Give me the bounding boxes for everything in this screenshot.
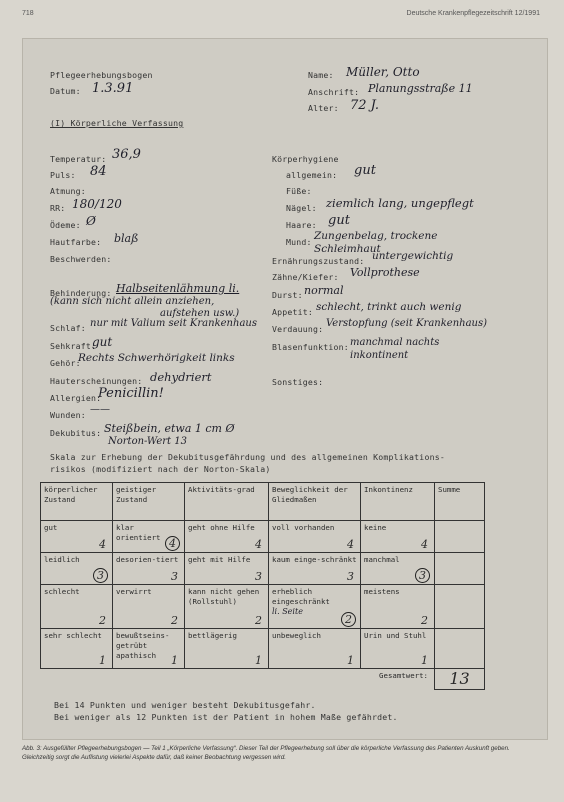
hauterscheinungen-label: Hauterscheinungen: bbox=[50, 376, 143, 386]
table-cell: unbeweglich 1 bbox=[269, 629, 361, 669]
gesamtwert-label: Gesamtwert: bbox=[41, 669, 435, 690]
scale-intro-2: risikos (modifiziert nach der Norton-Skala) bbox=[50, 464, 271, 474]
table-cell: gut 4 bbox=[41, 521, 113, 553]
naegel-label: Nägel: bbox=[286, 203, 317, 213]
col-header: Summe bbox=[435, 483, 485, 521]
verdauung-label: Verdauung: bbox=[272, 324, 324, 334]
table-cell: geht ohne Hilfe 4 bbox=[185, 521, 269, 553]
ernaehrungszustand-label: Ernährungszustand: bbox=[272, 256, 365, 266]
ernaehrungszustand-value: untergewichtig bbox=[372, 250, 454, 262]
table-cell: sehr schlecht 1 bbox=[41, 629, 113, 669]
allgemein-value: gut bbox=[354, 163, 376, 178]
atmung-label: Atmung: bbox=[50, 186, 86, 196]
durst-value: normal bbox=[304, 284, 344, 297]
blasenfunktion-value: manchmal nachts inkontinent bbox=[350, 337, 440, 361]
dekubitus-value: Steißbein, etwa 1 cm Ø bbox=[104, 422, 235, 435]
table-row bbox=[41, 629, 485, 669]
table-cell: bettlägerig 1 bbox=[185, 629, 269, 669]
name-value: Müller, Otto bbox=[346, 65, 420, 79]
table-row bbox=[41, 585, 485, 629]
sehkraft-label: Sehkraft: bbox=[50, 341, 97, 351]
datum-value: 1.3.91 bbox=[92, 81, 134, 96]
haare-value: gut bbox=[328, 213, 350, 228]
table-cell: keine 4 bbox=[361, 521, 435, 553]
behinderung-label: Behinderung: bbox=[50, 288, 112, 298]
table-cell: erheblich eingeschränkt li. Seite 2 bbox=[269, 585, 361, 629]
rr-label: RR: bbox=[50, 203, 66, 213]
alter-value: 72 J. bbox=[350, 98, 380, 113]
mund-label: Mund: bbox=[286, 237, 312, 247]
table-cell: verwirrt 2 bbox=[113, 585, 185, 629]
selected-score: 2 bbox=[341, 612, 356, 627]
allgemein-label: allgemein: bbox=[286, 170, 338, 180]
table-cell: kaum einge-schränkt 3 bbox=[269, 553, 361, 585]
scale-intro-1: Skala zur Erhebung der Dekubitusgefährdung und des allgemeinen Komplikations- bbox=[50, 452, 445, 462]
zaehne-value: Vollprothese bbox=[350, 266, 420, 279]
table-cell: voll vorhanden 4 bbox=[269, 521, 361, 553]
col-header: körperlicher Zustand bbox=[41, 483, 113, 521]
figure-caption: Abb. 3: Ausgefüllter Pflegeerhebungsbogen — Teil 1 „Körperliche Verfassung“. Dieser Teil der Pflegeerhebung soll über die körperliche Verfassung des Patienten Auskunft geben. Gleichzeitig sorgt die Auflistung vielerlei Aspekte dafür, daß keiner Beobachtung vergessen wird. bbox=[22, 745, 510, 761]
col-header: geistiger Zustand bbox=[113, 483, 185, 521]
behinderung-value: Halbseitenlähmung li. bbox=[116, 282, 240, 295]
section-title: (I) Körperliche Verfassung bbox=[50, 118, 184, 128]
table-cell: Urin und Stuhl 1 bbox=[361, 629, 435, 669]
durst-label: Durst: bbox=[272, 290, 303, 300]
blasenfunktion-label: Blasenfunktion: bbox=[272, 342, 349, 352]
norton-scale-table bbox=[40, 482, 485, 690]
anschrift-label: Anschrift: bbox=[308, 87, 360, 97]
gehoer-label: Gehör: bbox=[50, 358, 81, 368]
allergien-value: Penicillin! bbox=[98, 386, 164, 401]
puls-label: Puls: bbox=[50, 170, 76, 180]
hautfarbe-value: blaß bbox=[114, 232, 139, 245]
table-cell: geht mit Hilfe 3 bbox=[185, 553, 269, 585]
appetit-value: schlecht, trinkt auch wenig bbox=[316, 301, 462, 313]
footer-note-2: Bei weniger als 12 Punkten ist der Patient in hohem Maße gefährdet. bbox=[54, 712, 398, 722]
selected-score: 3 bbox=[415, 568, 430, 583]
footer-note-1: Bei 14 Punkten und weniger besteht Dekubitusgefahr. bbox=[54, 700, 316, 710]
li-seite-note: li. Seite bbox=[272, 607, 303, 616]
anschrift-value: Planungsstraße 11 bbox=[368, 82, 473, 95]
alter-label: Alter: bbox=[308, 103, 339, 113]
temperatur-label: Temperatur: bbox=[50, 154, 107, 164]
selected-score: 4 bbox=[165, 536, 180, 551]
selected-score: 3 bbox=[93, 568, 108, 583]
schlaf-label: Schlaf: bbox=[50, 323, 86, 333]
beschwerden-label: Beschwerden: bbox=[50, 254, 112, 264]
haare-label: Haare: bbox=[286, 220, 317, 230]
appetit-label: Appetit: bbox=[272, 307, 314, 317]
table-cell: leidlich 3 bbox=[41, 553, 113, 585]
col-header: Aktivitäts-grad bbox=[185, 483, 269, 521]
table-cell: meistens 2 bbox=[361, 585, 435, 629]
behinderung-value-2: (kann sich nicht allein anziehen, bbox=[50, 296, 215, 307]
allergien-label: Allergien: bbox=[50, 393, 102, 403]
gesamtwert-value: 13 bbox=[435, 669, 485, 690]
temperatur-value: 36,9 bbox=[112, 147, 141, 162]
schlaf-value: nur mit Valium seit Krankenhaus bbox=[90, 318, 257, 329]
gehoer-value: Rechts Schwerhörigkeit links bbox=[78, 352, 235, 364]
hautfarbe-label: Hautfarbe: bbox=[50, 237, 102, 247]
table-cell: klar orientiert 4 bbox=[113, 521, 185, 553]
table-cell: desorien-tiert 3 bbox=[113, 553, 185, 585]
col-header: Beweglichkeit der Gliedmaßen bbox=[269, 483, 361, 521]
gesamtwert-row bbox=[41, 669, 485, 690]
table-cell: schlecht 2 bbox=[41, 585, 113, 629]
hauterscheinungen-value: dehydriert bbox=[150, 370, 212, 384]
behinderung-value-3: aufstehen usw.) bbox=[160, 308, 240, 319]
sehkraft-value: gut bbox=[92, 335, 113, 349]
datum-label: Datum: bbox=[50, 86, 81, 96]
table-row bbox=[41, 553, 485, 585]
table-cell: manchmal 3 bbox=[361, 553, 435, 585]
form-title: Pflegeerhebungsbogen bbox=[50, 70, 153, 80]
summe-cell bbox=[435, 629, 485, 669]
table-cell: kann nicht gehen (Rollstuhl) 2 bbox=[185, 585, 269, 629]
table-header-row bbox=[41, 483, 485, 521]
wunden-value: —— bbox=[90, 404, 110, 415]
norton-wert-note: Norton-Wert 13 bbox=[108, 436, 187, 447]
table-row bbox=[41, 521, 485, 553]
verdauung-value: Verstopfung (seit Krankenhaus) bbox=[326, 318, 488, 329]
mund-value: Zungenbelag, trockene Schleimhaut bbox=[314, 230, 438, 255]
summe-cell bbox=[435, 585, 485, 629]
fuesse-label: Füße: bbox=[286, 186, 312, 196]
koerperhygiene-title: Körperhygiene bbox=[272, 154, 339, 164]
puls-value: 84 bbox=[90, 164, 107, 179]
rr-value: 180/120 bbox=[72, 197, 122, 211]
summe-cell bbox=[435, 553, 485, 585]
sonstiges-label: Sonstiges: bbox=[272, 377, 324, 387]
table-cell: bewußtseins-getrübt apathisch 1 bbox=[113, 629, 185, 669]
oedeme-value: Ø bbox=[86, 214, 96, 228]
wunden-label: Wunden: bbox=[50, 410, 86, 420]
naegel-value: ziemlich lang, ungepflegt bbox=[326, 196, 474, 210]
oedeme-label: Ödeme: bbox=[50, 220, 81, 230]
journal-title: Deutsche Krankenpflegezeitschrift 12/1991 bbox=[406, 10, 540, 17]
name-label: Name: bbox=[308, 70, 334, 80]
col-header: Inkontinenz bbox=[361, 483, 435, 521]
dekubitus-label: Dekubitus: bbox=[50, 428, 102, 438]
page-number: 718 bbox=[22, 10, 34, 17]
zaehne-label: Zähne/Kiefer: bbox=[272, 272, 339, 282]
summe-cell bbox=[435, 521, 485, 553]
